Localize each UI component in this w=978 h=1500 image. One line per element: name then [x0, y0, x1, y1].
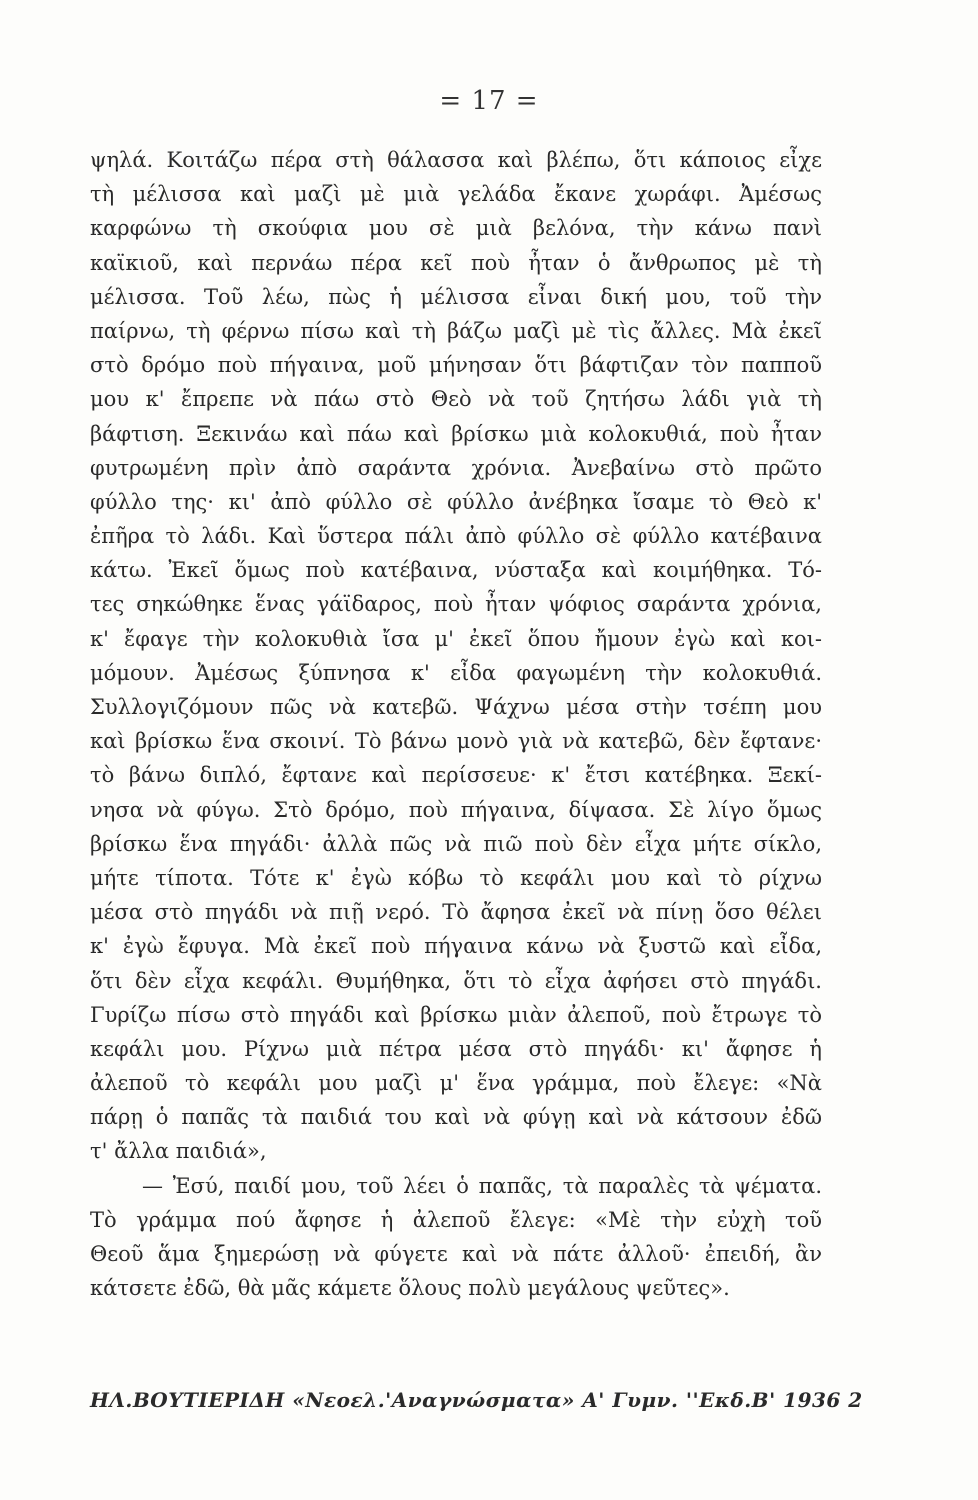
text-line: στὸ δρόμο ποὺ πήγαινα, μοῦ μήνησαν ὅτι βάφτιζαν τὸν παπποῦ	[90, 353, 822, 378]
text-line: μου κ' ἔπρεπε νὰ πάω στὸ Θεὸ νὰ τοῦ ζητήσω λάδι γιὰ τὴ	[90, 387, 822, 412]
text-line: Γυρίζω πίσω στὸ πηγάδι καὶ βρίσκω μιὰν ἀλεποῦ, ποὺ ἔτρωγε τὸ	[90, 1002, 822, 1027]
text-line: πάρῃ ὁ παπᾶς τὰ παιδιά του καὶ νὰ φύγῃ καὶ νὰ κάτσουν ἐδῶ	[90, 1105, 822, 1130]
text-line: κ' ἔφαγε τὴν κολοκυθιὰ ἴσα μ' ἐκεῖ ὅπου ἤμουν ἐγὼ καὶ κοι-	[90, 626, 822, 651]
text-line: καϊκιοῦ, καὶ περνάω πέρα κεῖ ποὺ ἦταν ὁ ἄνθρωπος μὲ τὴ	[90, 250, 822, 275]
text-line: μέλισσα. Τοῦ λέω, πὼς ἡ μέλισσα εἶναι δική μου, τοῦ τὴν	[90, 284, 822, 309]
text-line: τὴ μέλισσα καὶ μαζὶ μὲ μιὰ γελάδα ἔκανε χωράφι. Ἀμέσως	[90, 182, 822, 207]
text-line: μήτε τίποτα. Τότε κ' ἐγὼ κόβω τὸ κεφάλι μου καὶ τὸ ρίχνω	[90, 865, 822, 890]
text-line: κεφάλι μου. Ρίχνω μιὰ πέτρα μέσα στὸ πηγάδι· κι' ἄφησε ἡ	[90, 1036, 822, 1061]
text-line: ψηλά. Κοιτάζω πέρα στὴ θάλασσα καὶ βλέπω, ὅτι κάποιος εἶχε	[90, 148, 822, 172]
text-line: καρφώνω τὴ σκούφια μου σὲ μιὰ βελόνα, τὴν κάνω πανὶ	[90, 216, 822, 241]
text-line: τες σηκώθηκε ἕνας γάϊδαρος, ποὺ ἦταν ψόφιος σαράντα χρόνια,	[90, 592, 822, 617]
text-line: κάτω. Ἐκεῖ ὅμως ποὺ κατέβαινα, νύσταξα καὶ κοιμήθηκα. Τό-	[90, 558, 822, 583]
text-line: κάτσετε ἐδῶ, θὰ μᾶς κάμετε ὅλους πολὺ μεγάλους ψεῦτες».	[90, 1276, 730, 1301]
text-line: φύλλο της· κι' ἀπὸ φύλλο σὲ φύλλο ἀνέβηκα ἴσαμε τὸ Θεὸ κ'	[90, 489, 822, 514]
text-line: παίρνω, τὴ φέρνω πίσω καὶ τὴ βάζω μαζὶ μὲ τὶς ἄλλες. Μὰ ἐκεῖ	[90, 318, 822, 343]
text-line: μέσα στὸ πηγάδι νὰ πιῇ νερό. Τὸ ἄφησα ἐκεῖ νὰ πίνῃ ὅσο θέλει	[90, 900, 822, 925]
text-line: Τὸ γράμμα πού ἄφησε ἡ ἀλεποῦ ἔλεγε: «Μὲ τὴν εὐχὴ τοῦ	[90, 1207, 822, 1232]
body-text	[90, 143, 822, 1305]
text-line: τὸ βάνω διπλό, ἔφτανε καὶ περίσσευε· κ' ἔτσι κατέβηκα. Ξεκί-	[90, 763, 822, 788]
text-line: βάφτιση. Ξεκινάω καὶ πάω καὶ βρίσκω μιὰ κολοκυθιά, ποὺ ἦταν	[90, 421, 822, 446]
text-line: νησα νὰ φύγω. Στὸ δρόμο, ποὺ πήγαινα, δίψασα. Σὲ λίγο ὅμως	[90, 797, 822, 822]
text-line: φυτρωμένη πρὶν ἀπὸ σαράντα χρόνια. Ἀνεβαίνω στὸ πρῶτο	[90, 455, 822, 480]
text-line: Θεοῦ ἅμα ξημερώσῃ νὰ φύγετε καὶ νὰ πάτε ἀλλοῦ· ἐπειδή, ἂν	[90, 1242, 822, 1266]
text-line: ἐπῆρα τὸ λάδι. Καὶ ὕστερα πάλι ἀπὸ φύλλο σὲ φύλλο κατέβαινα	[90, 524, 822, 549]
text-line: ἀλεποῦ τὸ κεφάλι μου μαζὶ μ' ἕνα γράμμα, ποὺ ἔλεγε: «Νὰ	[90, 1071, 822, 1096]
footer-citation: ΗΛ.ΒΟΥΤΙΕΡΙΔΗ «Νεοελ.'Αναγνώσματα» Α' Γυμν. ''Εκδ.Β' 1936 2	[90, 1388, 863, 1412]
page-number: = 17 =	[439, 86, 539, 116]
text-line: ὅτι δὲν εἶχα κεφάλι. Θυμήθηκα, ὅτι τὸ εἶχα ἀφήσει στὸ πηγάδι.	[90, 968, 822, 993]
text-line: Συλλογιζόμουν πῶς νὰ κατεβῶ. Ψάχνω μέσα στὴν τσέπη μου	[90, 695, 822, 719]
text-line: τ' ἄλλα παιδιά»,	[90, 1139, 267, 1164]
text-line: κ' ἐγὼ ἔφυγα. Μὰ ἐκεῖ ποὺ πήγαινα κάνω νὰ ξυστῶ καὶ εἶδα,	[90, 934, 822, 959]
text-line: βρίσκω ἕνα πηγάδι· ἀλλὰ πῶς νὰ πιῶ ποὺ δὲν εἶχα μήτε σίκλο,	[90, 831, 822, 856]
text-line: — Ἐσύ, παιδί μου, τοῦ λέει ὁ παπᾶς, τὰ παραλὲς τὰ ψέματα.	[142, 1173, 822, 1198]
text-line: μόμουν. Ἀμέσως ξύπνησα κ' εἶδα φαγωμένη τὴν κολοκυθιά.	[90, 660, 822, 685]
text-line: καὶ βρίσκω ἕνα σκοινί. Τὸ βάνω μονὸ γιὰ νὰ κατεβῶ, δὲν ἔφτανε·	[90, 729, 822, 754]
